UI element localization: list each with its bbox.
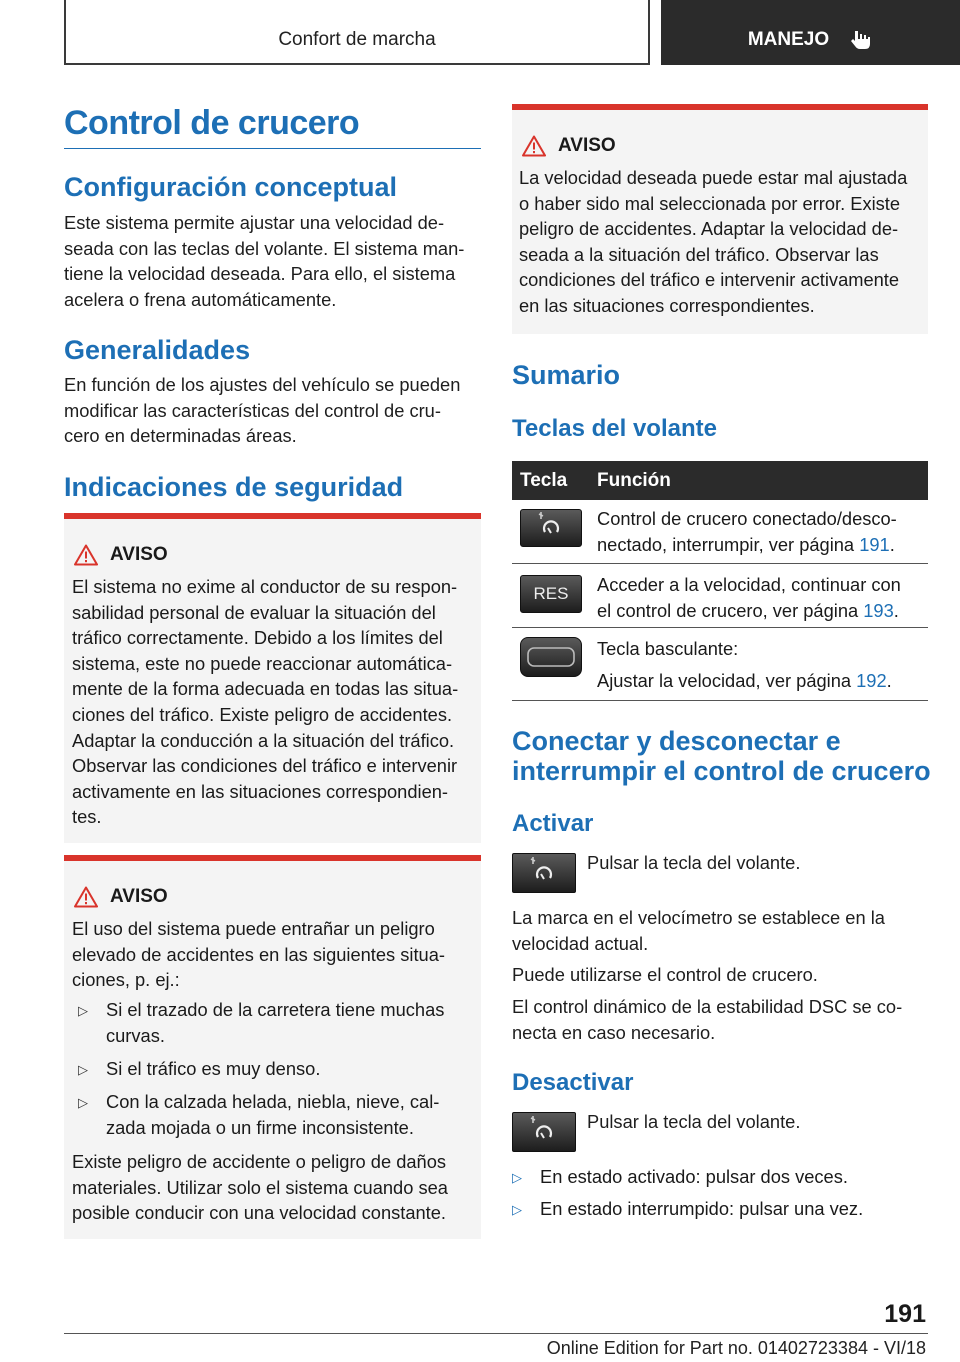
keys-table xyxy=(512,461,928,701)
bullet-triangle-icon: ▷ xyxy=(512,1170,522,1185)
cruise-control-key-icon xyxy=(512,1112,576,1152)
row-3-function: Tecla basculante: Ajustar la velocidad, ver página 192. xyxy=(597,638,892,691)
concept-text: Este sistema permite ajustar una velocidad de‐ seada con las teclas del volante. El sistema man‐ tiene la velocidad deseada. Para ello, el sistema acelera o frena automáticamente. xyxy=(64,212,465,310)
warning-2-intro: El uso del sistema puede entrañar un peligro elevado de accidentes en las siguientes situa‐ ciones, p. ej.: xyxy=(72,918,445,991)
deactivate-bullet: ▷ En estado activado: pulsar dos veces. xyxy=(506,1164,926,1191)
table-row xyxy=(512,500,928,564)
header-chapter-tab xyxy=(661,0,960,65)
page-link-192[interactable]: 192 xyxy=(856,669,887,691)
concept-heading: Configuración conceptual xyxy=(64,172,398,202)
table-row xyxy=(512,564,928,628)
safety-heading: Indicaciones de seguridad xyxy=(64,472,404,502)
keys-heading: Teclas del volante xyxy=(512,415,717,442)
edition-text: Online Edition for Part no. 01402723384 - VI/18 xyxy=(546,1338,926,1358)
warning-box-1 xyxy=(64,513,481,843)
warning-triangle-icon xyxy=(522,135,546,157)
res-key-icon: RES xyxy=(520,575,582,613)
warning-box-2 xyxy=(64,855,481,1239)
general-heading: Generalidades xyxy=(64,335,251,365)
press-key-text-2: Pulsar la tecla del volante. xyxy=(587,1111,801,1132)
warning-3-text: La velocidad deseada puede estar mal ajustada o haber sido mal seleccionada por error. Existe peligro de accidentes. Adaptar la velocidad de‐ seada a la situación del tráfico. Observar las condiciones del tráfico e intervenir activamente en las situaciones correspondientes. xyxy=(519,167,908,316)
warning-triangle-icon xyxy=(74,886,98,908)
warning-2-bullet: ▷ Si el trazado de la carretera tiene muchas curvas. xyxy=(72,997,482,1048)
warning-2-outro: Existe peligro de accidente o peligro de daños materiales. Utilizar solo el sistema cuando sea posible conducir con una velocidad constante. xyxy=(72,1151,448,1224)
warning-3-title: AVISO xyxy=(558,135,616,156)
bullet-triangle-icon: ▷ xyxy=(78,1003,88,1018)
page-number: 191 xyxy=(884,1300,926,1328)
header-section-label: Confort de marcha xyxy=(278,28,436,50)
table-col-function: Función xyxy=(597,469,671,491)
table-header xyxy=(512,461,928,500)
table-col-key: Tecla xyxy=(520,469,568,491)
cruise-control-key-icon xyxy=(520,509,582,547)
general-text: En función de los ajustes del vehículo se pueden modificar las características del control de cru‐ cero en determinadas áreas. xyxy=(64,374,461,447)
warning-triangle-icon xyxy=(74,544,98,566)
warning-2-bullet: ▷ Si el tráfico es muy denso. xyxy=(72,1056,482,1083)
dsc-text: El control dinámico de la estabilidad DSC se co‐ necta en caso necesario. xyxy=(512,996,903,1043)
can-use-text: Puede utilizarse el control de crucero. xyxy=(512,964,818,985)
page-title: Control de crucero xyxy=(64,104,360,142)
activate-text: La marca en el velocímetro se establece en la velocidad actual. xyxy=(512,907,885,954)
rocker-key-icon xyxy=(520,637,582,677)
warning-1-title: AVISO xyxy=(110,544,168,565)
warning-box-3 xyxy=(512,104,928,334)
header-section-tab xyxy=(64,0,650,65)
activate-heading: Activar xyxy=(512,810,594,837)
press-key-text: Pulsar la tecla del volante. xyxy=(587,852,801,873)
warning-1-text: El sistema no exime al conductor de su respon‐ sabilidad personal de evaluar la situación del tráfico correctamente. Debido a los límites del sistema, este no puede reaccionar automática‐ mente de la forma adecuada en todas las situa‐ ciones del tráfico. Existe peligro de accidentes. Adaptar la conducción a la situación del tráfico. Observar las condiciones del tráfico e intervenir activamente en las situaciones correspondien‐ tes. xyxy=(72,576,459,828)
warning-2-bullet: ▷ Con la calzada helada, niebla, nieve, cal‐ zada mojada o un firme inconsistente. xyxy=(72,1089,482,1140)
page-link-191[interactable]: 191 xyxy=(859,533,890,555)
row-1-function: Control de crucero conectado/desco‐ nectado, interrumpir, ver página 191. xyxy=(597,508,897,555)
deactivate-heading: Desactivar xyxy=(512,1069,634,1096)
connect-heading: Conectar y desconectar e interrumpir el control de crucero xyxy=(512,726,931,786)
deactivate-bullet: ▷ En estado interrumpido: pulsar una vez. xyxy=(506,1196,926,1223)
header-chapter-label: MANEJO xyxy=(747,28,830,50)
row-2-function: Acceder a la velocidad, continuar con el control de crucero, ver página 193. xyxy=(597,574,901,621)
footer-rule xyxy=(64,1333,928,1334)
warning-2-title: AVISO xyxy=(110,886,168,907)
cruise-control-key-icon xyxy=(512,853,576,893)
bullet-triangle-icon: ▷ xyxy=(512,1202,522,1217)
bullet-triangle-icon: ▷ xyxy=(78,1095,88,1110)
title-rule xyxy=(64,148,481,149)
table-row xyxy=(512,628,928,701)
hand-steering-icon xyxy=(849,28,873,52)
bullet-triangle-icon: ▷ xyxy=(78,1062,88,1077)
page-link-193[interactable]: 193 xyxy=(863,599,894,621)
summary-heading: Sumario xyxy=(512,360,621,390)
